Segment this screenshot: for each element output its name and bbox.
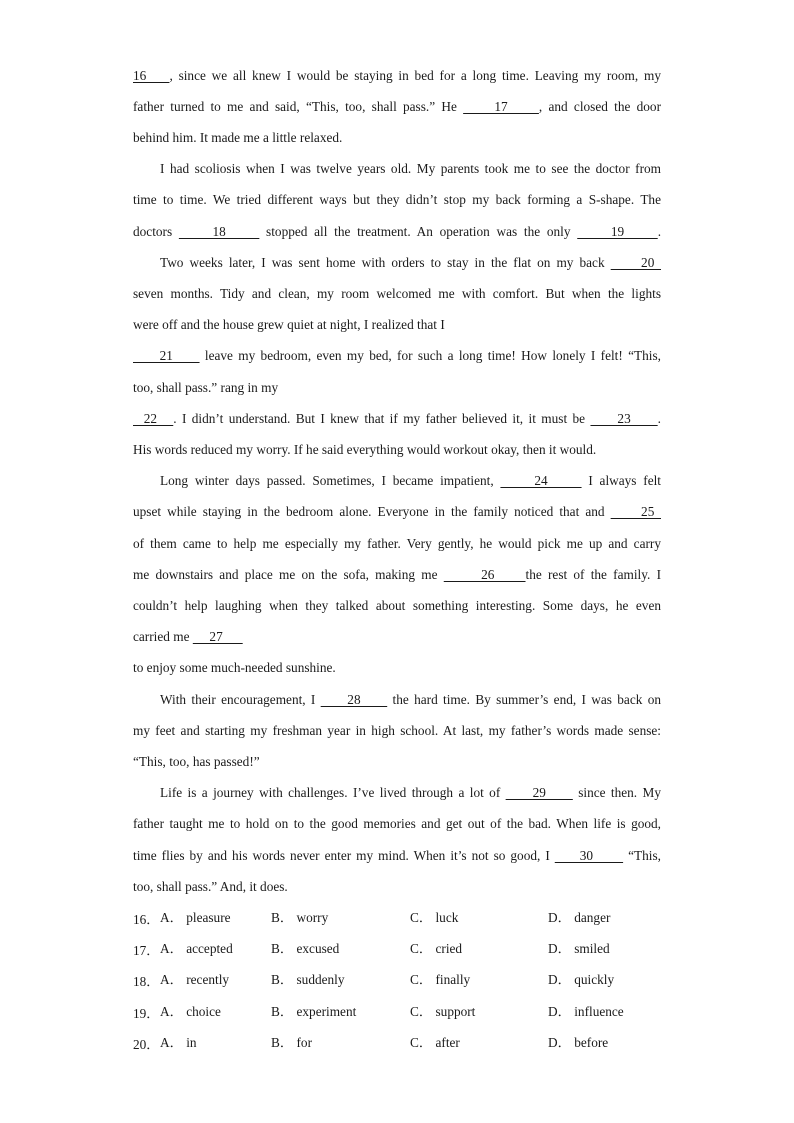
passage-line: were off and the house grew quiet at night, I realized that I [133,317,445,332]
passage-line: carried me 27 [133,629,243,644]
answer-blank: 17 [463,99,539,114]
option-b[interactable]: B． for [271,1035,312,1050]
option-d[interactable]: D． smiled [548,941,610,956]
answer-blank: 25 [610,504,661,519]
passage-line: “This, too, has passed!” [133,754,260,769]
passage-line: With their encouragement, I 28 the hard time. By summer’s end, I was back on [160,692,661,707]
answer-blank: 18 [178,224,260,239]
passage-line: father turned to me and said, “This, too, shall pass.” He 17 , and closed the door [133,99,661,114]
question-number: 18． [133,974,160,989]
passage-line: time flies by and his words never enter my mind. When it’s not so good, I 30 “This, [133,848,661,863]
question-number: 17． [133,943,160,958]
option-c[interactable]: C． luck [410,910,459,925]
passage-line: Life is a journey with challenges. I’ve lived through a lot of 29 since then. My [160,785,661,800]
passage-line: His words reduced my worry. If he said everything would workout okay, then it would. [133,442,597,457]
answer-blank: 28 [320,692,388,707]
answer-blank: 19 [577,224,658,239]
option-c[interactable]: C． finally [410,972,471,987]
option-c[interactable]: C． after [410,1035,460,1050]
answer-blank: 16 [133,68,170,83]
passage-line: Long winter days passed. Sometimes, I became impatient, 24 I always felt [160,473,661,488]
option-a[interactable]: A． recently [160,972,230,987]
option-b[interactable]: B． experiment [271,1004,357,1019]
option-a[interactable]: A． choice [160,1004,221,1019]
option-d[interactable]: D． quickly [548,972,615,987]
passage-line: of them came to help me especially my father. Very gently, he would pick me up and carry [133,536,661,551]
answer-blank: 29 [505,785,573,800]
option-c[interactable]: C． cried [410,941,463,956]
answer-blank: 27 [192,629,243,644]
passage-line: upset while staying in the bedroom alone. Everyone in the family noticed that and 25 [133,504,661,519]
answer-blank: 26 [443,567,526,582]
question-number: 16． [133,912,160,927]
question-number: 19． [133,1006,160,1021]
passage-line: seven months. Tidy and clean, my room welcomed me with comfort. But when the lights [133,286,661,301]
passage-line: time to time. We tried different ways but they didn’t stop my back forming a S-shape. The [133,192,661,207]
option-a[interactable]: A． in [160,1035,197,1050]
answer-blank: 21 [133,348,200,363]
passage-line: me downstairs and place me on the sofa, making me 26 the rest of the family. I [133,567,661,582]
answer-blank: 20 [610,255,661,270]
answer-blank: 22 [133,411,174,426]
option-d[interactable]: D． before [548,1035,609,1050]
option-b[interactable]: B． suddenly [271,972,345,987]
passage-line: too, shall pass.” rang in my [133,380,279,395]
answer-blank: 30 [554,848,624,863]
passage-line: doctors 18 stopped all the treatment. An operation was the only 19 . [133,224,662,239]
passage-line: father taught me to hold on to the good memories and get out of the bad. When life is good, [133,816,661,831]
answer-blank: 24 [500,473,582,488]
option-a[interactable]: A． pleasure [160,910,231,925]
passage-line: couldn’t help laughing when they talked about something interesting. Some days, he even [133,598,661,613]
passage-line: behind him. It made me a little relaxed. [133,130,343,145]
passage-line: my feet and starting my freshman year in high school. At last, my father’s words made sense: [133,723,661,738]
option-d[interactable]: D． influence [548,1004,624,1019]
option-d[interactable]: D． danger [548,910,611,925]
passage-line: to enjoy some much-needed sunshine. [133,660,336,675]
passage-line: Two weeks later, I was sent home with orders to stay in the flat on my back 20 [160,255,661,270]
option-c[interactable]: C． support [410,1004,476,1019]
question-number: 20． [133,1037,160,1052]
passage-line: I had scoliosis when I was twelve years old. My parents took me to see the doctor from [160,161,661,176]
passage-line: 16 , since we all knew I would be staying in bed for a long time. Leaving my room, my [133,68,661,83]
passage-line: too, shall pass.” And, it does. [133,879,288,894]
option-a[interactable]: A． accepted [160,941,233,956]
passage-line: 22 . I didn’t understand. But I knew that if my father believed it, it must be 23 . [133,411,661,426]
passage-line: 21 leave my bedroom, even my bed, for such a long time! How lonely I felt! “This, [133,348,661,363]
option-b[interactable]: B． worry [271,910,329,925]
answer-blank: 23 [590,411,658,426]
option-b[interactable]: B． excused [271,941,340,956]
